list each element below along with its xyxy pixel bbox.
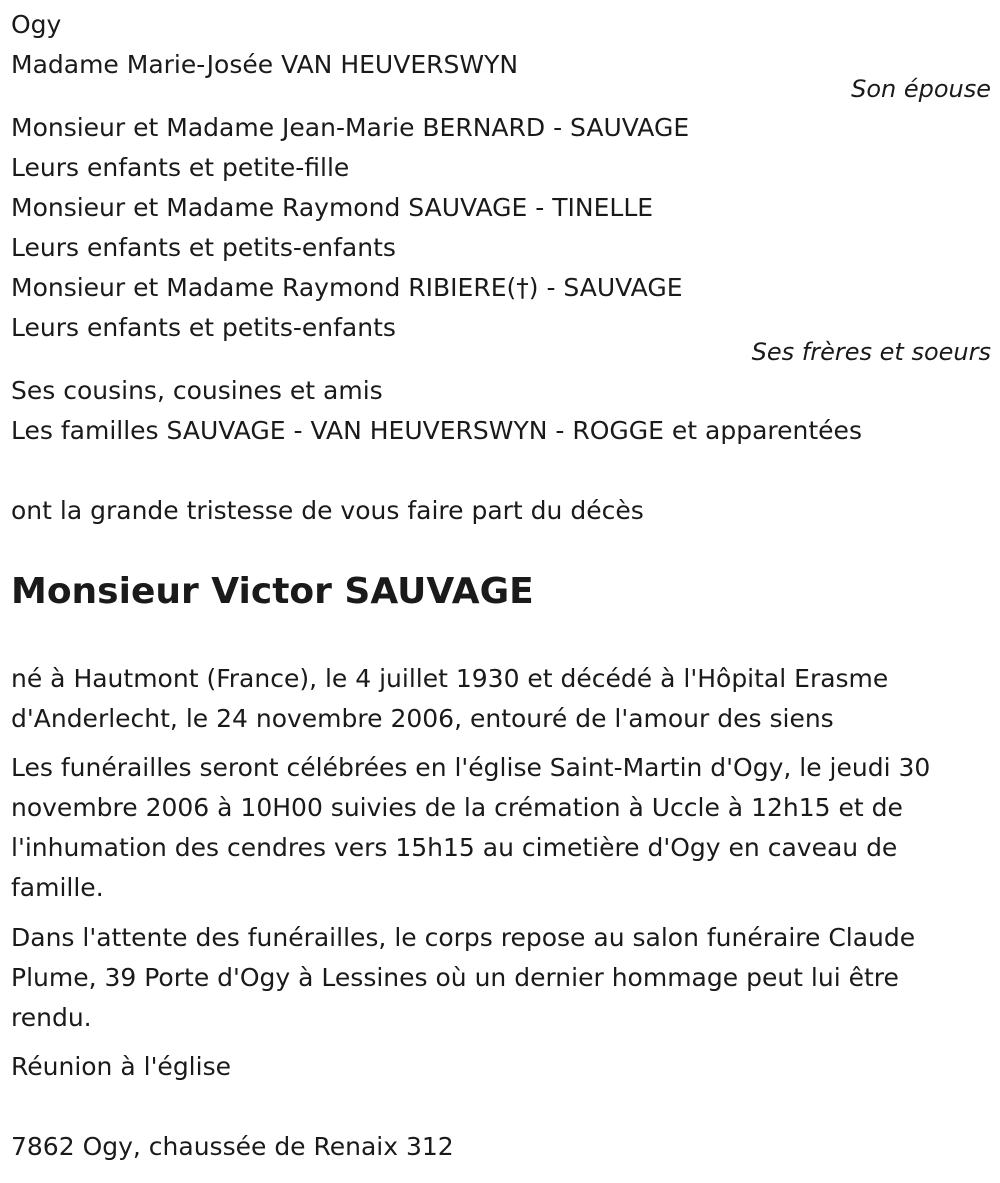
announcement: ont la grande tristesse de vous faire part du décès xyxy=(11,496,644,525)
spouse-name: Madame Marie-Josée VAN HEUVERSWYN xyxy=(11,50,519,79)
sibling-line: Monsieur et Madame Raymond SAUVAGE - TINELLE xyxy=(11,193,654,222)
sibling-line: Leurs enfants et petits-enfants xyxy=(11,233,396,262)
sibling-line: Leurs enfants et petits-enfants xyxy=(11,313,396,342)
locality: Ogy xyxy=(11,10,62,39)
sibling-line: Monsieur et Madame Jean-Marie BERNARD - SAUVAGE xyxy=(11,113,690,142)
birth-death-paragraph: né à Hautmont (France), le 4 juillet 1930 et décédé à l'Hôpital Erasme d'Anderlecht, le 24 novembre 2006, entouré de l'amour des siens xyxy=(11,664,889,733)
families-line: Les familles SAUVAGE - VAN HEUVERSWYN - ROGGE et apparentées xyxy=(11,416,862,445)
meeting-line: Réunion à l'église xyxy=(11,1052,231,1081)
sibling-line: Monsieur et Madame Raymond RIBIERE(†) - SAUVAGE xyxy=(11,273,683,302)
spouse-role: Son épouse xyxy=(851,75,991,103)
address-line: 7862 Ogy, chaussée de Renaix 312 xyxy=(11,1132,454,1161)
cousins-line: Ses cousins, cousines et amis xyxy=(11,376,383,405)
funeral-paragraph: Les funérailles seront célébrées en l'église Saint-Martin d'Ogy, le jeudi 30 novembre 2006 à 10H00 suivies de la crémation à Uccle à 12h15 et de l'inhumation des cendres vers 15h15 au cimetière d'Ogy en caveau de famille. xyxy=(11,753,931,902)
viewing-paragraph: Dans l'attente des funérailles, le corps repose au salon funéraire Claude Plume, 39 Porte d'Ogy à Lessines où un dernier hommage peut lui être rendu. xyxy=(11,923,916,1032)
siblings-role: Ses frères et soeurs xyxy=(751,338,991,366)
sibling-line: Leurs enfants et petite-fille xyxy=(11,153,350,182)
deceased-name: Monsieur Victor SAUVAGE xyxy=(11,571,534,612)
